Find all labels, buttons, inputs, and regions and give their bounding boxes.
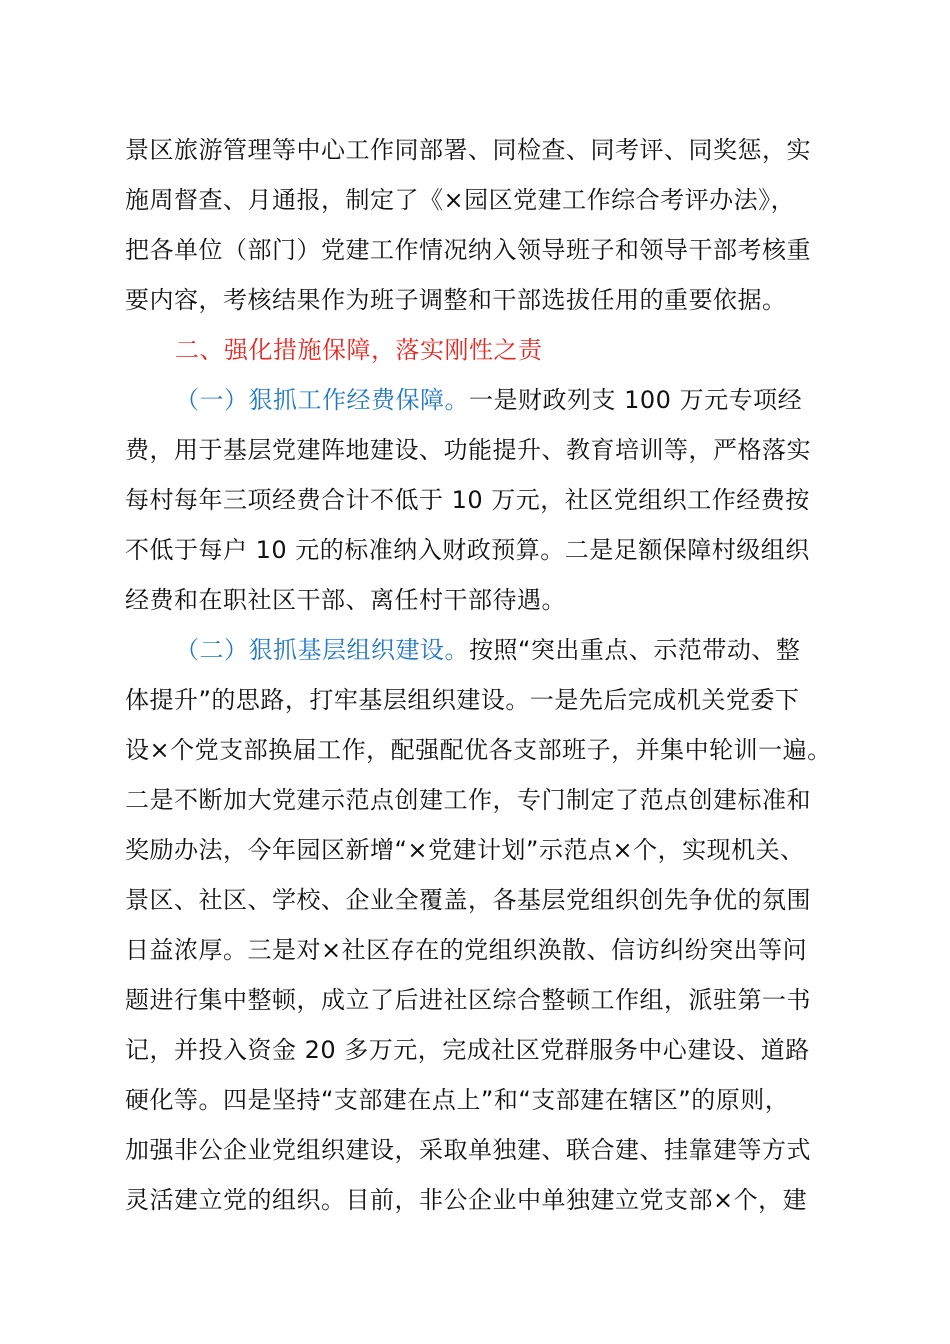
paragraph-line: 加强非公企业党组织建设，采取单独建、联合建、挂靠建等方式	[125, 1136, 811, 1164]
paragraph-line: 题进行集中整顿，成立了后进社区综合整顿工作组，派驻第一书	[125, 986, 811, 1014]
paragraph-line: 景区、社区、学校、企业全覆盖，各基层党组织创先争优的氛围	[125, 886, 811, 914]
item1-first-line	[175, 375, 845, 425]
paragraph-line: 费，用于基层党建阵地建设、功能提升、教育培训等，严格落实	[125, 436, 811, 464]
paragraph-line: 景区旅游管理等中心工作同部署、同检查、同考评、同奖惩，实	[125, 136, 811, 164]
item2-title: （二）狠抓基层组织建设。	[175, 636, 469, 664]
paragraph-line: 经费和在职社区干部、离任村干部待遇。	[125, 586, 566, 614]
paragraph-line: 不低于每户 10 元的标准纳入财政预算。二是足额保障村级组织	[125, 536, 810, 564]
paragraph-line: 设×个党支部换届工作，配强配优各支部班子，并集中轮训一遍。	[125, 736, 832, 764]
paragraph-line: 施周督查、月通报，制定了《×园区党建工作综合考评办法》，	[125, 186, 796, 214]
paragraph-line: 体提升”的思路，打牢基层组织建设。一是先后完成机关党委下	[125, 686, 800, 714]
paragraph-line: 奖励办法，今年园区新增“×党建计划”示范点×个，实现机关、	[125, 836, 805, 864]
paragraph-line: 二是不断加大党建示范点创建工作，专门制定了范点创建标准和	[125, 786, 811, 814]
paragraph-line: 灵活建立党的组织。目前，非公企业中单独建立党支部×个，建	[125, 1186, 808, 1214]
paragraph-line: 每村每年三项经费合计不低于 10 万元，社区党组织工作经费按	[125, 486, 810, 514]
paragraph-line: 记，并投入资金 20 多万元，完成社区党群服务中心建设、道路	[125, 1036, 810, 1064]
item2-first-line	[175, 625, 845, 675]
paragraph-line: 硬化等。四是坚持“支部建在点上”和“支部建在辖区”的原则，	[125, 1086, 790, 1114]
item1-first-text: 一是财政列支 100 万元专项经	[469, 386, 803, 414]
item1-title: （一）狠抓工作经费保障。	[175, 386, 469, 414]
paragraph-line: 日益浓厚。三是对×社区存在的党组织涣散、信访纠纷突出等问	[125, 936, 808, 964]
paragraph-line: 要内容，考核结果作为班子调整和干部选拔任用的重要依据。	[125, 286, 787, 314]
paragraph-line: 把各单位（部门）党建工作情况纳入领导班子和领导干部考核重	[125, 236, 811, 264]
section-heading: 二、强化措施保障，落实刚性之责	[175, 336, 543, 364]
item2-first-text: 按照“突出重点、示范带动、整	[469, 636, 801, 664]
